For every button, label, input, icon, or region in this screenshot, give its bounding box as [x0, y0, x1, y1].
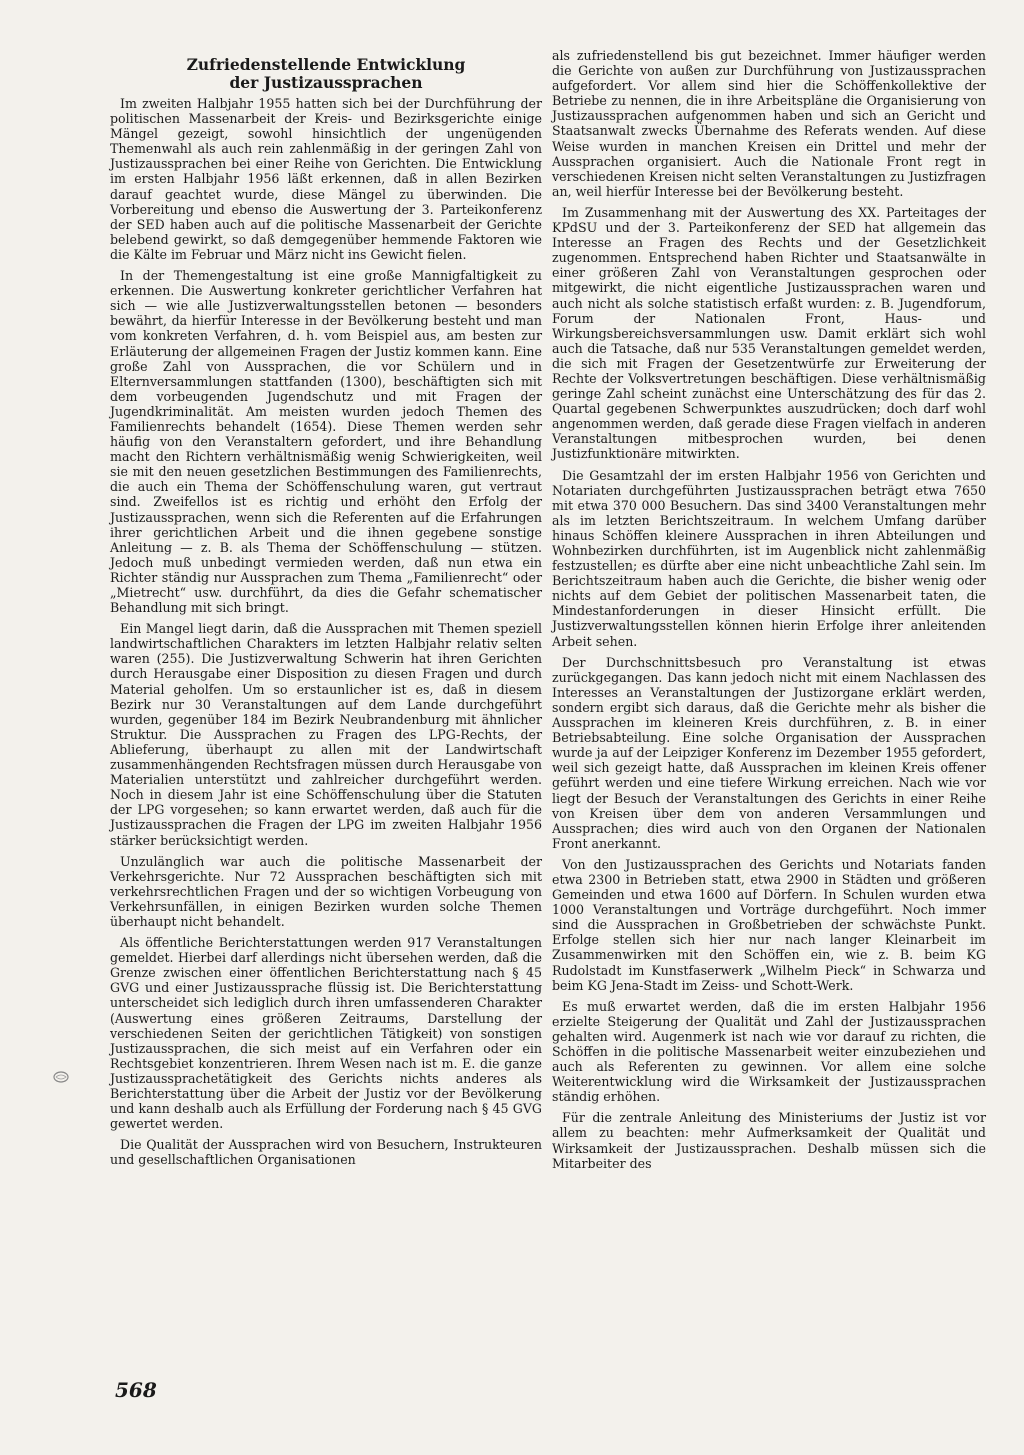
left-column — [110, 48, 542, 1173]
paragraph: Im Zusammenhang mit der Auswertung des XX. Parteitages der KPdSU und der 3. Parteikonferenz der SED hat allgemein das Interesse an Fragen des Rechts und der Gesetzlichkeit zugenommen. Entsprechend haben Richter und Staatsanwälte in einer größeren Zahl von Veranstaltungen gesprochen oder mitgewirkt, die nicht eigentliche Justizaussprachen waren und auch nicht als solche statistisch erfaßt wurden: z. B. Jugendforum, Forum der Nationalen Front, Haus- und Wirkungsbereichsversammlungen usw. Damit erklärt sich wohl auch die Tatsache, daß nur 535 Veranstaltungen gemeldet werden, die sich mit Fragen der Gesetzentwürfe zur Erweiterung der Rechte der Volksvertretungen beschäftigen. Diese verhältnismäßig geringe Zahl scheint zunächst eine Unterschätzung des für das 2. Quartal gegebenen Schwerpunktes auszudrücken; doch darf wohl angenommen werden, daß gerade diese Fragen vielfach in anderen Veranstaltungen mitbesprochen wurden, bei denen Justizfunktionäre mitwirkten. — [552, 204, 986, 462]
paragraph: Für die zentrale Anleitung des Ministeriums der Justiz ist vor allem zu beachten: mehr Aufmerksamkeit der Qualität und Wirksamkeit der Justizaussprachen. Deshalb müssen sich die Mitarbeiter des — [552, 1110, 986, 1171]
paragraph: Im zweiten Halbjahr 1955 hatten sich bei der Durchführung der politischen Massenarbeit der Kreis- und Bezirksgerichte einige Mängel gezeigt, sowohl hinsichtlich der ungenügenden Themenwahl als auch rein zahlenmäßig in der geringen Zahl von Justizaussprachen bei einer Reihe von Gerichten. Die Entwicklung im ersten Halbjahr 1956 läßt erkennen, daß in allen Bezirken darauf geachtet wurde, diese Mängel zu überwinden. Die Vorbereitung und ebenso die Auswertung der 3. Parteikonferenz der SED haben auch auf die politische Massenarbeit der Gerichte belebend gewirkt, so daß demgegenüber hemmende Faktoren wie die Kälte im Februar und März nicht ins Gewicht fielen. — [110, 96, 542, 262]
paragraph: Unzulänglich war auch die politische Massenarbeit der Verkehrsgerichte. Nur 72 Aussprachen beschäftigten sich mit verkehrsrechtlichen Fragen und der so wichtigen Vorbeugung von Verkehrsunfällen, in einigen Bezirken wurden solche Themen überhaupt nicht behandelt. — [110, 853, 542, 929]
right-column — [552, 48, 986, 1177]
paragraph: Die Gesamtzahl der im ersten Halbjahr 1956 von Gerichten und Notariaten durchgeführten Justizaussprachen beträgt etwa 7650 mit etwa 370 000 Besuchern. Das sind 3400 Veranstaltungen mehr als im letzten Berichtszeitraum. In welchem Umfang darüber hinaus Schöffen kleinere Aussprachen in ihren Abteilungen und Wohnbezirken durchführten, ist im Augenblick nicht zahlenmäßig festzustellen; es dürfte aber eine nicht unbeachtliche Zahl sein. Im Berichtszeitraum haben auch die Gerichte, die bisher wenig oder nichts auf dem Gebiet der politischen Massenarbeit taten, die Mindestanforderungen in dieser Hinsicht erfüllt. Die Justizverwaltungsstellen können hierin Erfolge ihrer anleitenden Arbeit sehen. — [552, 467, 986, 649]
paragraph: Ein Mangel liegt darin, daß die Aussprachen mit Themen speziell landwirtschaftlichen Charakters im letzten Halbjahr relativ selten waren (255). Die Justizverwaltung Schwerin hat ihren Gerichten durch Herausgabe einer Disposition zu diesen Fragen und durch Material geholfen. Um so erstaunlicher ist es, daß in diesem Bezirk nur 30 Veranstaltungen auf dem Lande durchgeführt wurden, gegenüber 184 im Bezirk Neubrandenburg mit ähnlicher Struktur. Die Aussprachen zu Fragen des LPG-Rechts, der Ablieferung, überhaupt zu allen mit der Landwirtschaft zusammenhängenden Rechtsfragen müssen durch Herausgabe von Materialien unterstützt und zahlreicher durchgeführt werden. Noch in diesem Jahr ist eine Schöffenschulung über die Statuten der LPG vorgesehen; so kann erwartet werden, daß auch für die Justizaussprachen die Fragen der LPG im zweiten Halbjahr 1956 stärker berücksichtigt werden. — [110, 621, 542, 848]
paragraph: Von den Justizaussprachen des Gerichts und Notariats fanden etwa 2300 in Betrieben statt, etwa 2900 in Städten und größeren Gemeinden und etwa 1600 auf Dörfern. In Schulen wurden etwa 1000 Veranstaltungen und Vorträge durchgeführt. Noch immer sind die Aussprachen in Großbetrieben der schwächste Punkt. Erfolge stellen sich hier nur nach langer Kleinarbeit im Zusammenwirken mit den Schöffen ein, wie z. B. beim KG Rudolstadt im Kunstfaserwerk „Wilhelm Pieck“ in Schwarza und beim KG Jena-Stadt im Zeiss- und Schott-Werk. — [552, 856, 986, 993]
ink-smudge-mark — [52, 1070, 70, 1084]
paragraph: Die Qualität der Aussprachen wird von Besuchern, Instrukteuren und gesellschaftlichen Organisationen — [110, 1137, 542, 1168]
title-line-1: Zufriedenstellende Entwicklung — [186, 55, 466, 74]
page-number: 568 — [115, 1378, 157, 1402]
paragraph: Es muß erwartet werden, daß die im ersten Halbjahr 1956 erzielte Steigerung der Qualität und Zahl der Justizaussprachen gehalten wird. Augenmerk ist nach wie vor darauf zu richten, die Schöffen in die politische Massenarbeit weiter einzubeziehen und auch als Referenten zu gewinnen. Vor allem eine solche Weiterentwicklung wird die Wirksamkeit der Justizaussprachen ständig erhöhen. — [552, 998, 986, 1105]
paragraph: In der Themengestaltung ist eine große Mannigfaltigkeit zu erkennen. Die Auswertung konkreter gerichtlicher Verfahren hat sich — wie alle Justizverwaltungsstellen betonen — besonders bewährt, da hierfür Interesse in der Bevölkerung besteht und man vom konkreten Verfahren, d. h. vom Beispiel aus, am besten zur Erläuterung der allgemeinen Fragen der Justiz kommen kann. Eine große Zahl von Aussprachen, die vor Schülern und in Elternversammlungen stattfanden (1300), beschäftigten sich mit dem vorbeugenden Jugendschutz und mit Fragen der Jugendkriminalität. Am meisten wurden jedoch Themen des Familienrechts behandelt (1654). Diese Themen werden sehr häufig von den Veranstaltern gefordert, und ihre Behandlung macht den Richtern verhältnismäßig wenig Schwierigkeiten, weil sie mit den neuen gesetzlichen Bestimmungen des Familienrechts, die auch ein Thema der Schöffenschulung waren, gut vertraut sind. Zweifellos ist es richtig und erhöht den Erfolg der Justizaussprachen, wenn sich die Referenten auf die Erfahrungen ihrer gerichtlichen Arbeit und die ihnen gegebene sonstige Anleitung — z. B. als Thema der Schöffenschulung — stützen. Jedoch muß unbedingt vermieden werden, daß nun etwa ein Richter ständig nur Aussprachen zum Thema „Familienrecht“ oder „Mietrecht“ usw. durchführt, da dies die Gefahr schematischer Behandlung mit sich bringt. — [110, 268, 542, 616]
article-title — [110, 56, 542, 92]
paragraph: Als öffentliche Berichterstattungen werden 917 Veranstaltungen gemeldet. Hierbei darf allerdings nicht übersehen werden, daß die Grenze zwischen einer öffentlichen Berichterstattung nach § 45 GVG und einer Justizaussprache flüssig ist. Die Berichterstattung unterscheidet sich lediglich durch ihren umfassenderen Charakter (Auswertung eines größeren Zeitraums, Darstellung der verschiedenen Seiten der gerichtlichen Tätigkeit) von sonstigen Justizaussprachen, die sich meist auf ein Verfahren oder ein Rechtsgebiet konzentrieren. Ihrem Wesen nach ist m. E. die ganze Justizaussprachetätigkeit des Gerichts nichts anderes als Berichterstattung über die Arbeit der Justiz vor der Bevölkerung und kann deshalb auch als Erfüllung der Forderung nach § 45 GVG gewertet werden. — [110, 935, 542, 1132]
title-line-2: der Justizaussprachen — [229, 73, 423, 92]
paragraph-continued: als zufriedenstellend bis gut bezeichnet. Immer häufiger werden die Gerichte von außen zur Durchführung von Justizaussprachen aufgefordert. Vor allem sind hier die Schöffenkollektive der Betriebe zu nennen, die in ihre Arbeitspläne die Organisierung von Justizaussprachen aufgenommen haben und sich an Gericht und Staatsanwalt zwecks Übernahme des Referats wenden. Auf diese Weise wurden in manchen Kreisen ein Drittel und mehr der Aussprachen organisiert. Auch die Nationale Front regt in verschiedenen Kreisen nicht selten Veranstaltungen zu Justizfragen an, weil hierfür Interesse bei der Bevölkerung besteht. — [552, 48, 986, 199]
paragraph: Der Durchschnittsbesuch pro Veranstaltung ist etwas zurückgegangen. Das kann jedoch nicht mit einem Nachlassen des Interesses an Veranstaltungen der Justizorgane erklärt werden, sondern ergibt sich daraus, daß die Gerichte mehr als bisher die Aussprachen im kleineren Kreis durchführen, z. B. in einer Betriebsabteilung. Eine solche Organisation der Aussprachen wurde ja auf der Leipziger Konferenz im Dezember 1955 gefordert, weil sich gezeigt hatte, daß Aussprachen im kleinen Kreis offener geführt werden und eine tiefere Wirkung erreichen. Nach wie vor liegt der Besuch der Veranstaltungen des Gerichts in einer Reihe von Kreisen über dem von anderen Versammlungen und Aussprachen; dies wird auch von den Organen der Nationalen Front anerkannt. — [552, 654, 986, 851]
